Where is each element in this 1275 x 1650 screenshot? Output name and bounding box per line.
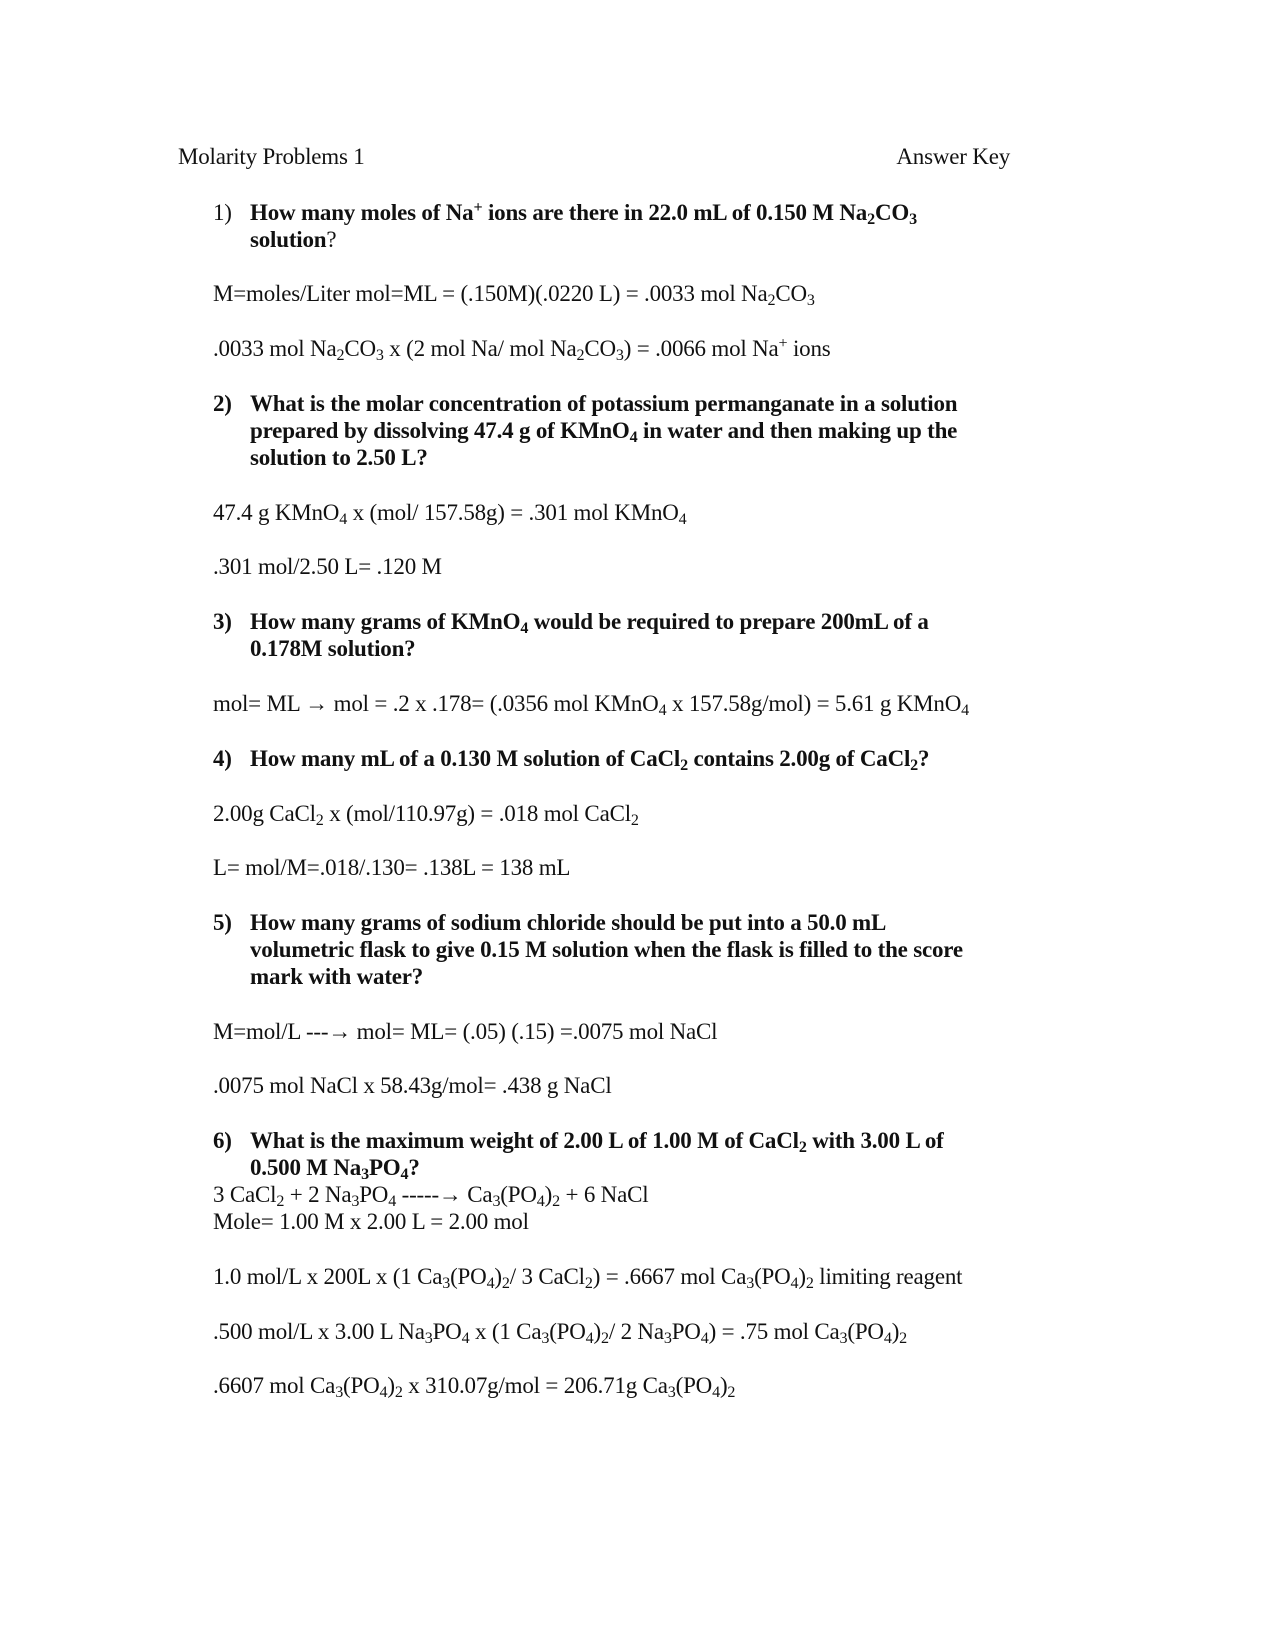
- problem-3-answer-line-1: mol= ML → mol = .2 x .178= (.0356 mol KMnO$_4$ x 157.58g/mol) = 5.61 g KMnO$_4$: [213, 691, 969, 719]
- problem-2-question-line-2: prepared by dissolving 47.4 g of KMnO$_4$ in water and then making up the: [250, 418, 958, 446]
- answer-key-label: Answer Key: [896, 144, 1010, 169]
- problem-2-number: 2): [213, 391, 232, 416]
- problem-6-question-line-1: What is the maximum weight of 2.00 L of 1.00 M of CaCl$_2$ with 3.00 L of: [250, 1128, 944, 1156]
- problem-3-number: 3): [213, 609, 232, 634]
- problem-6-number: 6): [213, 1128, 232, 1153]
- problem-5-question-line-1: How many grams of sodium chloride should be put into a 50.0 mL: [250, 910, 887, 935]
- problem-2-question-line-1: What is the molar concentration of potassium permanganate in a solution: [250, 391, 958, 416]
- document-title: Molarity Problems 1: [178, 144, 365, 169]
- problem-6-answer-line-2: Mole= 1.00 M x 2.00 L = 2.00 mol: [213, 1209, 529, 1234]
- problem-2-question-line-3: solution to 2.50 L?: [250, 445, 428, 470]
- problem-2-answer-line-1: 47.4 g KMnO$_4$ x (mol/ 157.58g) = .301 mol KMnO$_4$: [213, 500, 687, 528]
- problem-5-answer-line-2: .0075 mol NaCl x 58.43g/mol= .438 g NaCl: [213, 1073, 612, 1098]
- problem-5-question-line-3: mark with water?: [250, 964, 424, 989]
- problem-6-answer-line-1: 3 CaCl$_2$ + 2 $Na_3PO_4$ -----→ $Ca_3(PO_4)_2 + 6$ NaCl: [213, 1182, 649, 1210]
- problem-1-number: 1): [213, 200, 232, 225]
- problem-1-question-line-1: How many moles of Na+ ions are there in 22.0 mL of 0.150 M $Na_2CO_3$: [250, 199, 917, 228]
- problem-4-question-line-1: How many mL of a 0.130 M solution of CaCl$_2$ contains 2.00g of CaCl$_2$?: [250, 746, 930, 774]
- problem-2-answer-line-2: .301 mol/2.50 L= .120 M: [213, 554, 442, 579]
- problem-5-question-line-2: volumetric flask to give 0.15 M solution when the flask is filled to the score: [250, 937, 963, 962]
- problem-6-answer-line-5: .6607 mol $Ca_3(PO_4)_2$ x 310.07g/mol = 206.71g $Ca_3(PO_4)_2$: [213, 1373, 736, 1401]
- problem-4-answer-line-1: 2.00g CaCl$_2$ x (mol/110.97g) = .018 mol CaCl$_2$: [213, 801, 639, 829]
- problem-3-question-line-2: 0.178M solution?: [250, 636, 416, 661]
- problem-4-number: 4): [213, 746, 232, 771]
- problem-1-answer-line-2: .0033 mol $Na_2CO_3$ x (2 mol Na/ mol $Na_2CO_3) = .0066$ mol Na+ ions: [213, 335, 831, 364]
- problem-6-question-line-2: 0.500 M $Na_3PO_4$?: [250, 1155, 420, 1183]
- problem-1-answer-line-1: M=moles/Liter mol=ML = (.150M)(.0220 L) = .0033 mol $Na_2CO_3$: [213, 281, 815, 309]
- problem-1-question-line-2: solution?: [250, 227, 337, 252]
- problem-4-answer-line-2: L= mol/M=.018/.130= .138L = 138 mL: [213, 855, 571, 880]
- problem-6-answer-line-4: .500 mol/L x 3.00 L $Na_3PO_4$ x (1 $Ca_3(PO_4)_2/$ 2 $Na_3PO_4) = .75$ mol $Ca_3(PO_4)_2$: [213, 1319, 908, 1347]
- problem-3-question-line-1: How many grams of KMnO$_4$ would be required to prepare 200mL of a: [250, 609, 929, 637]
- problem-6-answer-line-3: 1.0 mol/L x 200L x (1 $Ca_3(PO_4)_2/$ 3 CaCl$_2$) = .6667 mol $Ca_3(PO_4)_2$ limiting reagent: [213, 1264, 963, 1292]
- problem-5-answer-line-1: M=mol/L ---→ mol= ML= (.05) (.15) =.0075 mol NaCl: [213, 1019, 718, 1044]
- problem-5-number: 5): [213, 910, 232, 935]
